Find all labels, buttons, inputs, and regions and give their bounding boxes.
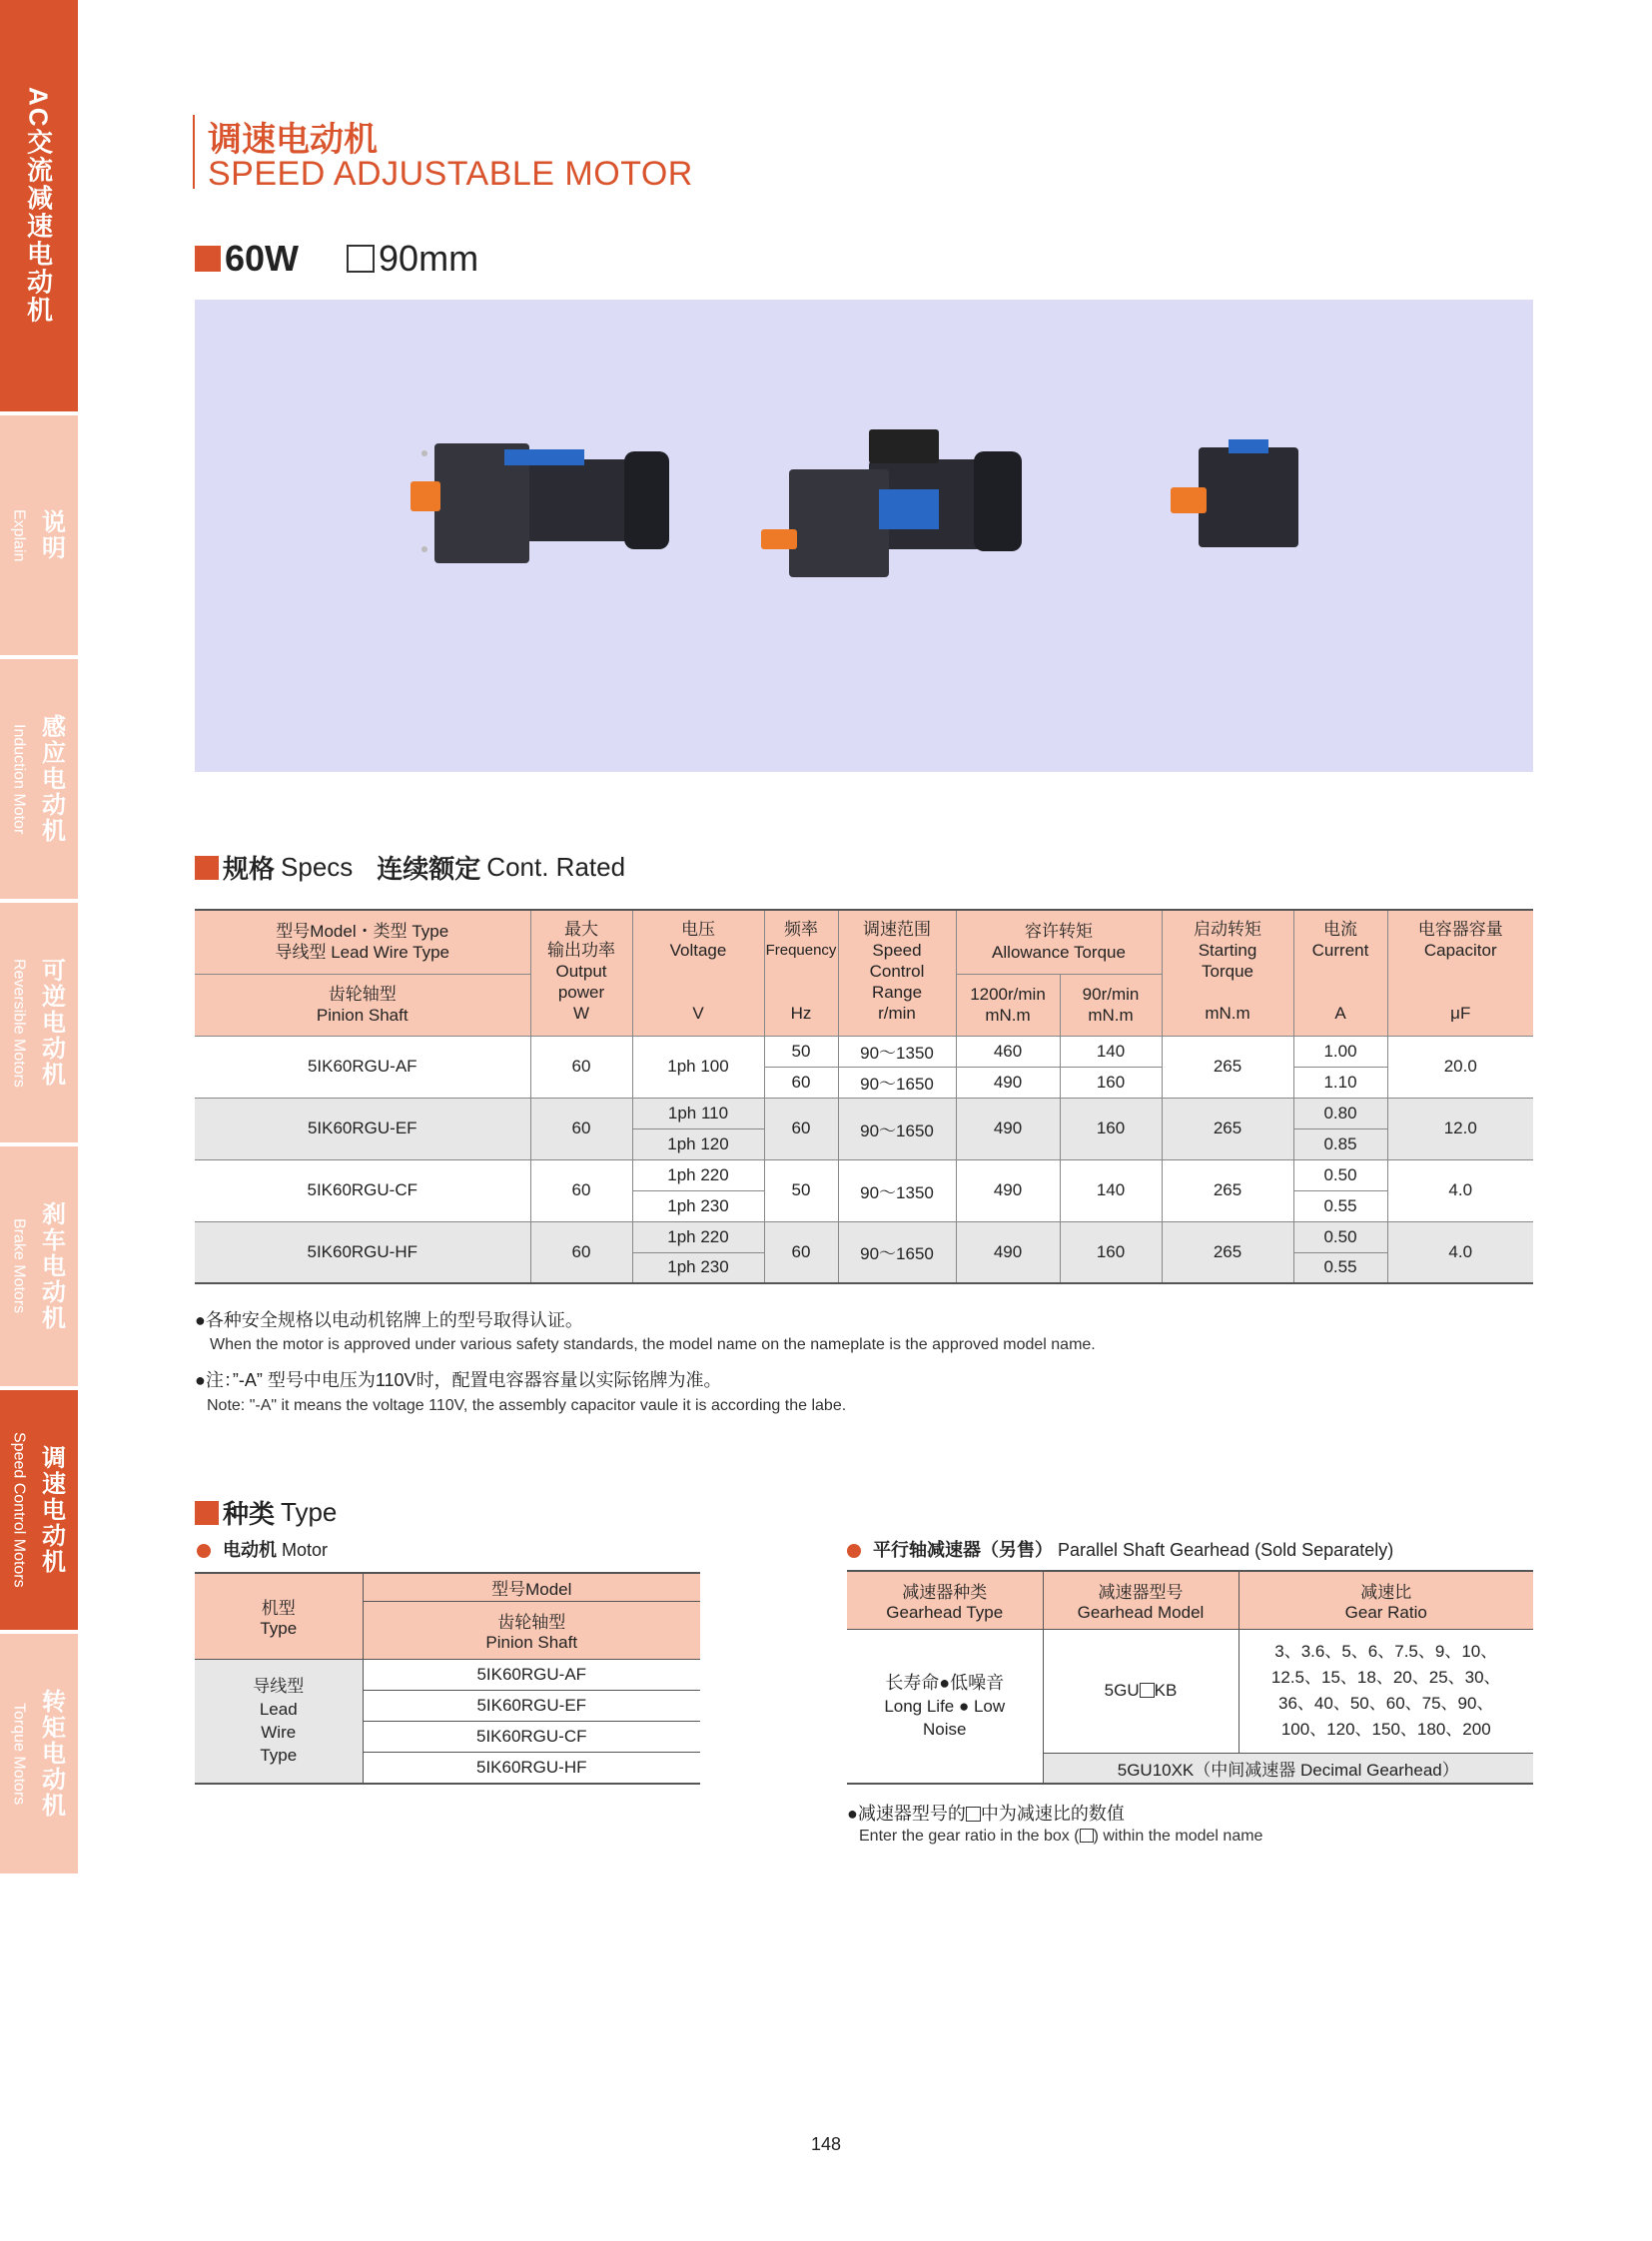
frequency-cell: 60 [764, 1098, 838, 1159]
gearhead-label-zh: 平行轴减速器（另售） [873, 1540, 1053, 1560]
frame-size: 90mm [379, 238, 479, 279]
torque-1200-cell: 490 [956, 1067, 1060, 1098]
note-1-zh: ●各种安全规格以电动机铭牌上的型号取得认证。 [195, 1310, 583, 1330]
torque-header-zh: 容许转矩 [1025, 922, 1093, 942]
frequency-header [764, 910, 838, 1036]
model-cell: 5IK60RGU-HF [363, 1753, 700, 1784]
speed-header [838, 910, 956, 1036]
frequency-cell: 60 [764, 1067, 838, 1098]
speed-unit: r/min [878, 1004, 916, 1023]
table-row [195, 1036, 1533, 1067]
gearhead-type-header [847, 1571, 1043, 1629]
lead-wire-en3: Type [260, 1746, 298, 1766]
sidebar-item-label-en: Torque Motors [10, 1702, 28, 1806]
starting-torque-unit: mN.m [1205, 1004, 1250, 1023]
sidebar-item-speed-control-motors[interactable] [0, 1390, 78, 1630]
speed-header-en3: Range [871, 983, 923, 1002]
torque-1200-cell: 490 [956, 1221, 1060, 1283]
pinion-header-en: Pinion Shaft [316, 1006, 409, 1025]
gearhead-note-zh-pre: ●减速器型号的 [847, 1804, 966, 1824]
motor-type-table [195, 1572, 700, 1785]
torque-90-cell: 140 [1060, 1036, 1162, 1067]
pinion-header-zh: 齿轮轴型 [328, 985, 397, 1004]
decimal-gearhead-cell: 5GU10XK（中间减速器 Decimal Gearhead） [1043, 1753, 1533, 1784]
type-header [195, 1573, 363, 1660]
gear-ratio-header [1239, 1571, 1533, 1629]
model-header: 型号Model [363, 1573, 700, 1602]
power-cell: 60 [530, 1159, 632, 1221]
gear-ratio-line: 100、120、150、180、200 [1280, 1720, 1491, 1739]
motor-label-en: Motor [282, 1540, 329, 1560]
torque-90-header [1060, 974, 1162, 1036]
torque-90-cell: 160 [1060, 1098, 1162, 1159]
pinion-header-zh: 齿轮轴型 [497, 1613, 566, 1632]
lead-wire-en2: Wire [261, 1723, 297, 1743]
torque-1200-unit: mN.m [985, 1006, 1031, 1025]
starting-torque-header [1162, 910, 1293, 1036]
type-header-zh: 机型 [261, 1599, 296, 1618]
gearhead-label-en: Parallel Shaft Gearhead (Sold Separately) [1058, 1540, 1394, 1560]
sidebar-item-label-en: Brake Motors [10, 1218, 28, 1314]
current-cell: 1.00 [1293, 1036, 1387, 1067]
sidebar-item-induction-motor[interactable] [0, 659, 78, 899]
gearhead-type-value-en1: Long Life ● Low [884, 1696, 1006, 1716]
ratio-box-icon [1080, 1829, 1094, 1843]
capacitor-header-zh: 电容器容量 [1417, 920, 1503, 939]
gear-ratio-cell [1239, 1629, 1533, 1753]
sidebar-item-label: 刹车电动机 [37, 1201, 65, 1331]
orange-square-icon [195, 246, 221, 272]
power-header [530, 910, 632, 1036]
model-cell: 5IK60RGU-AF [363, 1660, 700, 1691]
gearhead-model-zh: 减速器型号 [1098, 1582, 1184, 1602]
table-row [195, 1660, 700, 1691]
motor-subheading [197, 1536, 328, 1562]
model-cell: 5IK60RGU-EF [195, 1098, 530, 1159]
sidebar-item-explain[interactable] [0, 415, 78, 655]
lead-wire-en1: Lead [259, 1700, 298, 1720]
table-row [847, 1629, 1533, 1753]
torque-90-label: 90r/min [1082, 985, 1140, 1004]
sidebar-item-label: 调速电动机 [37, 1445, 65, 1575]
sidebar-item-label: 说明 [37, 509, 65, 561]
torque-90-cell: 160 [1060, 1067, 1162, 1098]
torque-90-cell: 160 [1060, 1221, 1162, 1283]
capacitor-header [1387, 910, 1533, 1036]
specs-heading-en: Specs [281, 852, 354, 882]
gear-ratio-line: 36、40、50、60、75、90、 [1278, 1694, 1494, 1713]
ratio-box-icon [966, 1807, 981, 1822]
voltage-cell: 1ph 230 [632, 1190, 764, 1221]
gearhead-subheading [847, 1536, 1393, 1562]
sidebar-item-label: AC交流减速电动机 [23, 87, 54, 325]
gearhead-model-header [1043, 1571, 1239, 1629]
page-title-zh: 调速电动机 [208, 121, 378, 159]
page-number: 148 [810, 2134, 842, 2154]
torque-1200-label: 1200r/min [970, 985, 1046, 1004]
current-cell: 0.50 [1293, 1159, 1387, 1190]
sidebar-item-label: 可逆电动机 [37, 958, 65, 1088]
capacitor-cell: 4.0 [1387, 1221, 1533, 1283]
power-unit: W [572, 1004, 590, 1023]
speed-header-zh: 调速范围 [863, 920, 931, 939]
rated-heading-zh: 连续额定 [377, 854, 481, 884]
gear-ratio-en: Gear Ratio [1344, 1602, 1427, 1622]
sidebar-item-label-en: Induction Motor [10, 723, 28, 835]
orange-square-icon [195, 856, 219, 880]
current-cell: 1.10 [1293, 1067, 1387, 1098]
voltage-cell: 1ph 110 [632, 1098, 764, 1128]
gearhead-type-cell [847, 1629, 1043, 1784]
lead-wire-type-cell [195, 1660, 363, 1784]
model-header-line1: 型号Model・类型 Type [276, 922, 449, 942]
voltage-cell: 1ph 220 [632, 1159, 764, 1190]
starting-torque-header-en2: Torque [1202, 962, 1253, 981]
pinion-shaft-header [363, 1602, 700, 1660]
rated-heading-en: Cont. Rated [486, 852, 626, 882]
capacitor-cell: 12.0 [1387, 1098, 1533, 1159]
type-heading-en: Type [281, 1497, 338, 1527]
voltage-cell: 1ph 120 [632, 1128, 764, 1159]
starting-torque-cell: 265 [1162, 1221, 1293, 1283]
current-cell: 0.55 [1293, 1252, 1387, 1283]
voltage-header-zh: 电压 [681, 920, 715, 939]
torque-header [956, 910, 1162, 974]
power-header-zh: 最大 [564, 920, 598, 939]
gearhead-type-value-en2: Noise [923, 1719, 967, 1739]
current-cell: 0.55 [1293, 1190, 1387, 1221]
power-header-en1: Output [555, 962, 607, 981]
bullet-icon [197, 1544, 211, 1558]
gearhead-model-suffix: KB [1154, 1681, 1178, 1700]
power-frame-row [195, 238, 478, 280]
speed-cell: 90～1350 [838, 1036, 956, 1067]
sidebar-item-ac-gear-motor[interactable] [0, 0, 78, 411]
lead-wire-zh: 导线型 [253, 1677, 305, 1697]
power-cell: 60 [530, 1221, 632, 1283]
motor-label-zh: 电动机 [223, 1540, 277, 1560]
motor-photo-1 [405, 429, 674, 569]
gear-ratio-line: 3、3.6、5、6、7.5、9、10、 [1274, 1642, 1498, 1661]
model-cell: 5IK60RGU-CF [363, 1722, 700, 1753]
sidebar-item-reversible-motors[interactable] [0, 903, 78, 1142]
type-header-en: Type [260, 1619, 298, 1638]
gearhead-note-zh [847, 1800, 1125, 1826]
torque-1200-cell: 460 [956, 1036, 1060, 1067]
torque-header-en: Allowance Torque [992, 943, 1126, 963]
table-row [195, 1159, 1533, 1190]
current-cell: 0.50 [1293, 1221, 1387, 1252]
gearhead-table [847, 1570, 1533, 1785]
current-unit: A [1334, 1004, 1346, 1023]
voltage-cell: 1ph 230 [632, 1252, 764, 1283]
torque-1200-cell: 490 [956, 1159, 1060, 1221]
gearhead-model-cell [1043, 1629, 1239, 1753]
frequency-unit: Hz [790, 1004, 812, 1023]
specs-heading-zh: 规格 [223, 854, 276, 884]
note-2-zh: ●注：”-A” 型号中电压为110V时，配置电容器容量以实际铭牌为准。 [195, 1370, 722, 1390]
current-header-en: Current [1311, 941, 1369, 960]
power-cell: 60 [530, 1036, 632, 1098]
speed-header-en1: Speed [872, 941, 922, 960]
table-row [195, 1221, 1533, 1252]
model-cell: 5IK60RGU-CF [195, 1159, 530, 1221]
current-cell: 0.80 [1293, 1098, 1387, 1128]
gearhead-model-en: Gearhead Model [1077, 1602, 1205, 1622]
voltage-header [632, 910, 764, 1036]
gearhead-type-en: Gearhead Type [886, 1602, 1004, 1622]
page-title-en: SPEED ADJUSTABLE MOTOR [208, 155, 693, 193]
voltage-unit: V [692, 1004, 704, 1023]
gearhead-note-zh-post: 中为减速比的数值 [980, 1804, 1125, 1824]
capacitor-header-en: Capacitor [1423, 941, 1497, 960]
table-row [195, 1098, 1533, 1128]
speed-cell: 90～1350 [838, 1159, 956, 1221]
sidebar-item-label: 感应电动机 [37, 714, 65, 844]
voltage-cell: 1ph 100 [632, 1036, 764, 1098]
speed-cell: 90～1650 [838, 1098, 956, 1159]
specs-table [195, 909, 1533, 1284]
gearhead-note-en [859, 1828, 1262, 1846]
model-cell: 5IK60RGU-AF [195, 1036, 530, 1098]
bullet-icon [847, 1544, 861, 1558]
current-header [1293, 910, 1387, 1036]
frequency-cell: 60 [764, 1221, 838, 1283]
torque-1200-header [956, 974, 1060, 1036]
specs-heading [195, 849, 625, 886]
title-accent-bar [193, 115, 195, 189]
note-2-en: Note: "-A" it means the voltage 110V, the assembly capacitor vaule it is according the labe. [207, 1397, 847, 1414]
gearhead-type-value-zh: 长寿命●低噪音 [885, 1672, 1005, 1693]
motor-photo-2 [759, 429, 1029, 579]
voltage-header-en: Voltage [669, 941, 727, 960]
starting-torque-cell: 265 [1162, 1098, 1293, 1159]
frequency-header-en: Frequency [765, 942, 837, 959]
current-header-zh: 电流 [1323, 920, 1357, 939]
note-1-en: When the motor is approved under various safety standards, the model name on the nameplate is the approved model name. [210, 1336, 1096, 1353]
power-cell: 60 [530, 1098, 632, 1159]
starting-torque-header-zh: 启动转矩 [1194, 920, 1261, 939]
type-heading-zh: 种类 [223, 1499, 276, 1529]
product-photo-panel [195, 300, 1533, 772]
current-cell: 0.85 [1293, 1128, 1387, 1159]
ratio-box-icon [1140, 1683, 1155, 1698]
pinion-shaft-header [195, 974, 530, 1036]
frequency-cell: 50 [764, 1036, 838, 1067]
starting-torque-cell: 265 [1162, 1036, 1293, 1098]
torque-90-unit: mN.m [1088, 1006, 1134, 1025]
torque-90-cell: 140 [1060, 1159, 1162, 1221]
capacitor-cell: 20.0 [1387, 1036, 1533, 1098]
type-heading [195, 1494, 337, 1531]
pinion-header-en: Pinion Shaft [485, 1633, 578, 1652]
gearhead-note-en-post: ) within the model name [1093, 1828, 1263, 1845]
speed-cell: 90～1650 [838, 1067, 956, 1098]
capacitor-unit: μF [1450, 1004, 1471, 1023]
gearhead-note-en-pre: Enter the gear ratio in the box ( [859, 1828, 1080, 1845]
gear-ratio-zh: 减速比 [1360, 1582, 1412, 1602]
power-header-en2: power [557, 983, 605, 1002]
power-rating: 60W [225, 238, 300, 279]
model-header [195, 910, 530, 974]
model-header-line2: 导线型 Lead Wire Type [275, 943, 449, 963]
power-header-zh2: 输出功率 [547, 941, 615, 960]
frequency-cell: 50 [764, 1159, 838, 1221]
gearhead-model-prefix: 5GU [1104, 1681, 1140, 1700]
sidebar-item-torque-motors[interactable] [0, 1634, 78, 1873]
square-frame-icon [347, 245, 375, 273]
sidebar-item-label: 转矩电动机 [37, 1689, 65, 1819]
torque-1200-cell: 490 [956, 1098, 1060, 1159]
gear-ratio-line: 12.5、15、18、20、25、30、 [1270, 1668, 1501, 1687]
sidebar-item-label-en: Speed Control Motors [10, 1432, 28, 1588]
orange-square-icon [195, 1501, 219, 1525]
sidebar-item-label-en: Reversible Motors [10, 958, 28, 1088]
starting-torque-cell: 265 [1162, 1159, 1293, 1221]
sidebar-item-label-en: Explain [10, 508, 28, 562]
sidebar-item-brake-motors[interactable] [0, 1146, 78, 1386]
motor-photo-3 [1169, 439, 1308, 559]
speed-header-en2: Control [869, 962, 925, 981]
model-cell: 5IK60RGU-EF [363, 1691, 700, 1722]
speed-cell: 90～1650 [838, 1221, 956, 1283]
capacitor-cell: 4.0 [1387, 1159, 1533, 1221]
model-cell: 5IK60RGU-HF [195, 1221, 530, 1283]
voltage-cell: 1ph 220 [632, 1221, 764, 1252]
gearhead-type-zh: 减速器种类 [902, 1582, 988, 1602]
starting-torque-header-en1: Starting [1198, 941, 1257, 960]
frequency-header-zh: 频率 [784, 920, 818, 939]
